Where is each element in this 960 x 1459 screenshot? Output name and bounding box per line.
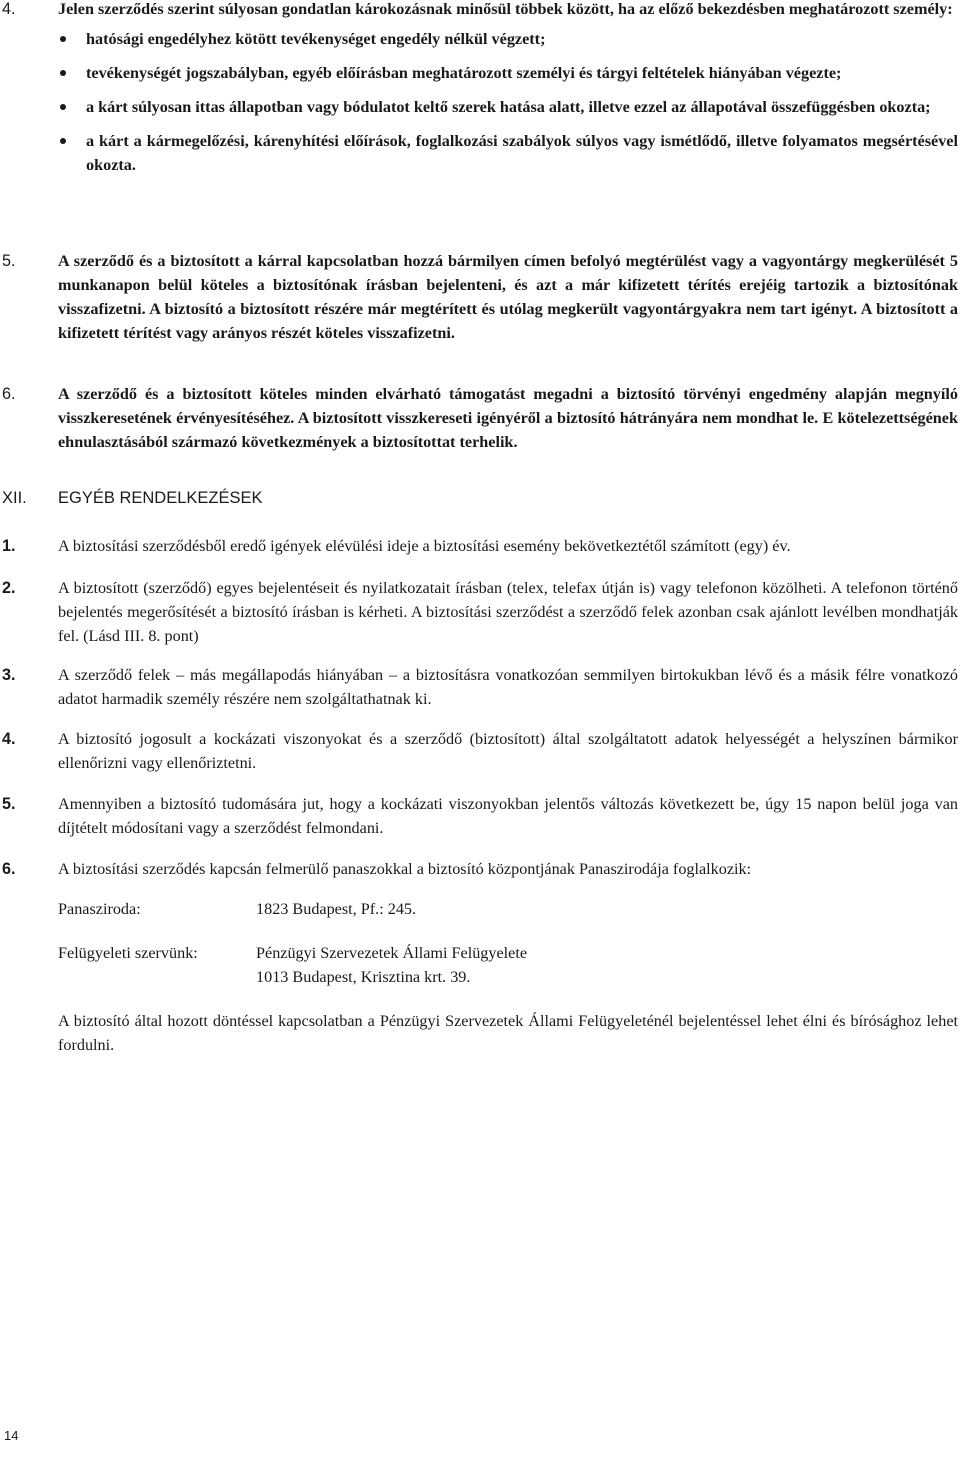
list-item: hatósági engedélyhez kötött tevékenységet engedély nélkül végzett;	[58, 27, 958, 51]
complaint-office-row	[58, 897, 958, 921]
supervisor-name: Pénzügyi Szervezetek Állami Felügyelete	[256, 944, 528, 962]
supervisor-row	[58, 941, 958, 989]
provision-text: A szerződő felek – más megállapodás hiányában – a biztosításra vonatkozóan semmilyen birtokukban lévő és a másik félre vonatkozó adatot harmadik személy részére nem szolgáltathatnak ki.	[58, 666, 958, 708]
provision-number: 3.	[2, 666, 16, 684]
clause-4	[0, 0, 958, 177]
provision-text: Amennyiben a biztosító tudomására jut, hogy a kockázati viszonyokban jelentős változás következett be, úgy 15 napon belül joga van díjtételt módosítani vagy a szerződést felmondani.	[58, 795, 958, 837]
complaint-office-address: 1823 Budapest, Pf.: 245.	[256, 900, 417, 918]
bullet-list	[58, 27, 958, 177]
provision-6	[0, 857, 958, 1057]
complaint-office-label: Panasziroda:	[58, 900, 141, 918]
clause-number: 6.	[2, 385, 16, 403]
section-title: EGYÉB RENDELKEZÉSEK	[58, 489, 263, 507]
provision-2	[0, 576, 958, 648]
contact-block	[58, 897, 958, 1057]
clause-5	[0, 249, 958, 345]
provision-5	[0, 792, 958, 840]
provision-text: A biztosított (szerződő) egyes bejelentéseit és nyilatkozatait írásban (telex, telefax útján is) vagy telefonon közölheti. A telefonon történő bejelentés megerősítését a biztosító írásban is kérheti. A biztosítási szerződést a szerződő felek azonban csak ajánlott levélben mondhatják fel. (Lásd III. 8. pont)	[58, 579, 958, 645]
clause-6	[0, 382, 958, 454]
provision-text: A biztosítási szerződésből eredő igények elévülési ideje a biztosítási esemény bekövetkeztétől számított (egy) év.	[58, 537, 791, 555]
section-heading	[0, 486, 958, 510]
provision-text: A biztosító jogosult a kockázati viszonyokat és a szerződő (biztosított) által szolgáltatott adatok helyességét a helyszínen bármikor ellenőrizni vagy ellenőriztetni.	[58, 730, 958, 772]
clause-text: Jelen szerződés szerint súlyosan gondatlan károkozásnak minősül többek között, ha az előző bekezdésben meghatározott személy:	[58, 0, 953, 18]
clause-text: A szerződő és a biztosított köteles minden elvárható támogatást megadni a biztosító törvényi engedmény alapján megnyíló visszkeresetének érvényesítéséhez. A biztosított visszkereseti igényéről a biztosító hátrányára nem mondhat le. E kötelezettségének ehnulasztásából származó következmények a biztosítottat terhelik.	[58, 385, 958, 451]
clause-number: 4.	[2, 0, 16, 18]
supervisor-label: Felügyeleti szervünk:	[58, 944, 198, 962]
clause-number: 5.	[2, 252, 16, 270]
provision-number: 1.	[2, 537, 16, 555]
list-item: a kárt a kármegelőzési, kárenyhítési előírások, foglalkozási szabályok súlyos vagy ismétlődő, illetve folyamatos megsértésével okozta.	[58, 129, 958, 177]
provision-1	[0, 534, 958, 558]
supervisor-address: 1013 Budapest, Krisztina krt. 39.	[256, 968, 471, 986]
provision-number: 6.	[2, 860, 16, 878]
provision-3	[0, 663, 958, 711]
clause-text: A szerződő és a biztosított a kárral kapcsolatban hozzá bármilyen címen befolyó megtérülést vagy a vagyontárgy megkerülését 5 munkanapon belül köteles a biztosítónak írásban bejelenteni, és azt a már kifizetett térítés erejéig tartozik a biztosítónak visszafizetni. A biztosító a biztosított részére már megtérített és utólag megkerült vagyontárgyakra nem tart igényt. A biztosított a kifizetett térítést vagy arányos részét köteles visszafizetni.	[58, 252, 958, 342]
list-item: a kárt súlyosan ittas állapotban vagy bódulatot keltő szerek hatása alatt, illetve ezzel az állapotával összefüggésben okozta;	[58, 95, 958, 119]
provision-4	[0, 727, 958, 775]
page-number: 14	[4, 1428, 19, 1443]
list-item: tevékenységét jogszabályban, egyéb előírásban meghatározott személyi és tárgyi feltételek hiányában végezte;	[58, 61, 958, 85]
closing-paragraph: A biztosító által hozott döntéssel kapcsolatban a Pénzügyi Szervezetek Állami Felügyeleténél bejelentéssel lehet élni és bírósághoz lehet fordulni.	[58, 1012, 958, 1054]
provision-number: 5.	[2, 795, 16, 813]
provision-text: A biztosítási szerződés kapcsán felmerülő panaszokkal a biztosító központjának Panaszirodája foglalkozik:	[58, 860, 752, 878]
provision-number: 4.	[2, 730, 16, 748]
section-number: XII.	[2, 489, 27, 507]
provision-number: 2.	[2, 579, 16, 597]
